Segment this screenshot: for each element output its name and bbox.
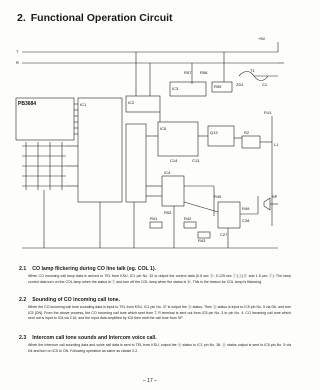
component-label: Q13 [210,130,218,135]
component-label: R53 [164,210,172,215]
section-body: When CO incoming call lamp data is arrived to TEL from KSU, IC1 pin No. 32 is output the control data (0.5 sec ⓗ, 0.125 sec ⓘ(ⓙ)ⓚ and 1.5 sec ⓛ). The lamp control data turn on the COL lamp when the status is ⓛ and turn off the COL lamp when the status is ⓜ. This is the reason for COL lamp is flickering. [28,274,291,284]
section-2-2 [19,297,291,322]
component-label: R49 [242,206,250,211]
component-label: +5V [258,36,266,41]
section-body: When the CO incoming call tone sounding data is input to TEL from KSU, IC1 pin No. 37 is output the ⓝ status. Then ⓝ status is input to IC5 pin No. 5 via D6, and turn IC5 [ON]. From the above process, the CO incoming call tone which sent from T, R terminal is sent out from IC5 pin No. 3 to pin No. 4. CO incoming call tone which sent out is input to IC6 via C16, and the input data amplified by IC6 then emit the call tone from SP. [28,305,291,321]
component-label: IC5 [160,126,167,131]
section-title: 2.2 Sounding of CO incoming call tone. [19,297,121,303]
component-label: R45 [214,194,222,199]
component-label: R2 [244,130,250,135]
component-label: IC2 [128,100,135,105]
component-label: IC4 [164,170,171,175]
section-body: When the Intercom call sounding data and voice call data is sent to TEL from KSU, output the ⓝ status to IC1 pin No. 38. ⓝ status output is sent to IC5 pin No. 5 via D4 and turn on IC5 to ON. Following operation as same as clause 2.2. [28,343,291,353]
section-heading [17,12,173,24]
heading-title: Functional Operation Circuit [30,12,173,24]
section-2-3 [19,335,291,354]
component-label: T1 [250,68,255,73]
component-label: R58 [200,70,208,75]
component-label: SP [272,194,278,199]
circuit-diagram [14,26,290,262]
component-label: R43 [198,238,206,243]
component-label: C1 [262,82,268,87]
component-label: R59 [214,84,222,89]
component-label: R42 [184,216,192,221]
section-title: 2.3 Intercom call tone sounds and Intercom voice call. [19,335,157,341]
page-number: – 17 – [143,378,157,384]
component-label: C14 [170,158,178,163]
component-label: FU1 [264,110,272,115]
chip-label: PB3684 [18,101,37,107]
bus-label-t: T [16,49,19,54]
section-2-1 [19,266,291,285]
heading-number: 2. [17,12,26,24]
component-label: R57 [184,70,192,75]
component-label: IC1 [80,102,87,107]
section-title: 2.1 CO lamp flickering during CO line talk (eg. COL 1). [19,266,157,272]
component-label: C28 [242,218,250,223]
component-label: IC3 [172,86,179,91]
component-label: C27 [220,232,228,237]
bus-label-r: R [16,60,19,65]
component-label: C13 [192,158,200,163]
component-label: R41 [150,216,158,221]
component-label: ZD1 [236,82,244,87]
component-label: L1 [274,142,279,147]
